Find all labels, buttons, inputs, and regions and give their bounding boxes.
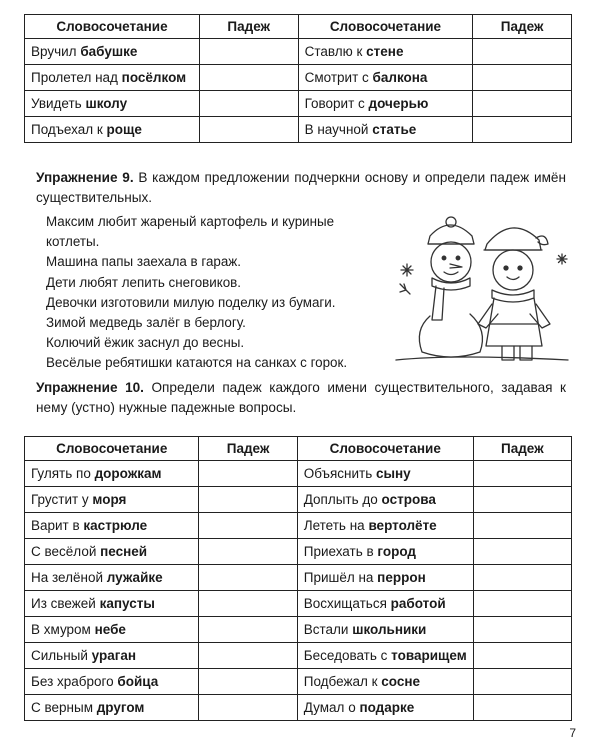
case-answer-cell[interactable] <box>199 461 297 487</box>
phrase-cell <box>297 513 473 539</box>
table-row <box>25 461 572 487</box>
phrase-text: Подъехал к <box>31 122 107 137</box>
sentence-line: Девочки изготовили милую поделку из бумаги. <box>46 294 336 310</box>
case-answer-cell[interactable] <box>199 65 298 91</box>
noun-bold: работой <box>390 596 446 611</box>
table-row <box>25 65 572 91</box>
noun-bold: дочерью <box>368 96 429 111</box>
col-header-case: Падеж <box>199 15 298 39</box>
case-answer-cell[interactable] <box>199 591 297 617</box>
phrase-text: Объяснить <box>303 466 376 481</box>
sentence-line: Зимой медведь залёг в берлогу. <box>46 315 246 331</box>
case-answer-cell[interactable] <box>473 617 571 643</box>
noun-bold: статье <box>372 122 417 137</box>
case-answer-cell[interactable] <box>473 539 571 565</box>
table-row <box>25 591 572 617</box>
table-row <box>25 617 572 643</box>
table-body <box>25 39 572 143</box>
table-row <box>25 91 572 117</box>
phrase-cell <box>25 591 199 617</box>
phrase-cell <box>297 695 473 721</box>
noun-bold: подарке <box>359 700 415 715</box>
case-answer-cell[interactable] <box>473 695 571 721</box>
phrase-cell <box>298 39 473 65</box>
snowflake-icon <box>401 264 413 276</box>
noun-bold: стене <box>366 44 404 59</box>
phrase-text: Пролетел над <box>31 70 122 85</box>
case-answer-cell[interactable] <box>199 39 298 65</box>
phrase-text: Приехать в <box>303 544 378 559</box>
case-answer-cell[interactable] <box>473 669 571 695</box>
noun-bold: товарищем <box>391 648 467 663</box>
phrase-text: Сильный <box>31 648 92 663</box>
exercise-label: Упражнение 9. <box>36 170 134 185</box>
exercise-label: Упражнение 10. <box>36 380 144 395</box>
child <box>478 228 550 360</box>
phrase-text: Говорит с <box>304 96 369 111</box>
case-answer-cell[interactable] <box>199 487 297 513</box>
sentence-line: Дети любят лепить снеговиков. <box>46 274 242 290</box>
table-header-row <box>25 15 572 39</box>
noun-bold: кастрюле <box>83 518 148 533</box>
phrase-cell <box>25 487 199 513</box>
case-answer-cell[interactable] <box>473 643 571 669</box>
col-header-phrase: Словосочетание <box>25 437 199 461</box>
noun-bold: лужайке <box>106 570 163 585</box>
noun-bold: балкона <box>372 70 428 85</box>
sentence-line: Машина папы заехала в гараж. <box>46 254 241 270</box>
col-header-phrase: Словосочетание <box>25 15 200 39</box>
table-row <box>25 487 572 513</box>
phrase-cell <box>25 39 200 65</box>
table-header-row <box>25 437 572 461</box>
table-row <box>25 643 572 669</box>
phrase-cell <box>298 117 473 143</box>
phrase-text: Подбежал к <box>303 674 382 689</box>
table-row <box>25 513 572 539</box>
phrase-cell <box>25 461 199 487</box>
phrase-text: Ставлю к <box>304 44 367 59</box>
case-answer-cell[interactable] <box>473 513 571 539</box>
phrase-text: Без храброго <box>31 674 118 689</box>
phrase-cell <box>25 117 200 143</box>
phrase-cell <box>297 565 473 591</box>
noun-bold: школьники <box>352 622 427 637</box>
noun-bold: дорожкам <box>94 466 162 481</box>
phrase-cell <box>297 591 473 617</box>
noun-bold: острова <box>381 492 436 507</box>
case-answer-cell[interactable] <box>473 91 572 117</box>
phrase-text: Восхищаться <box>303 596 391 611</box>
noun-bold: роще <box>106 122 142 137</box>
col-header-case: Падеж <box>473 15 572 39</box>
exercise-text: В каждом предложении подчеркни основу и определи падеж имён существительных. <box>36 170 566 205</box>
phrase-cell <box>25 695 199 721</box>
col-header-phrase: Словосочетание <box>297 437 473 461</box>
phrase-cell <box>25 65 200 91</box>
table-row <box>25 539 572 565</box>
case-answer-cell[interactable] <box>199 669 297 695</box>
noun-bold: вертолёте <box>368 518 437 533</box>
table-row <box>25 117 572 143</box>
phrase-cell <box>25 565 199 591</box>
phrase-cell <box>25 539 199 565</box>
table-row <box>25 669 572 695</box>
case-answer-cell[interactable] <box>199 695 297 721</box>
snow-ground <box>396 357 568 360</box>
noun-bold: другом <box>96 700 145 715</box>
phrase-text: Из свежей <box>31 596 100 611</box>
phrase-cell <box>297 643 473 669</box>
phrase-text: Варит в <box>31 518 84 533</box>
noun-bold: бабушке <box>80 44 138 59</box>
case-answer-cell[interactable] <box>473 117 572 143</box>
phrase-text: С верным <box>31 700 97 715</box>
col-header-phrase: Словосочетание <box>298 15 473 39</box>
phrase-text: В хмуром <box>31 622 95 637</box>
case-answer-cell[interactable] <box>473 39 572 65</box>
noun-bold: сыну <box>375 466 411 481</box>
phrase-cell <box>298 91 473 117</box>
noun-bold: посёлком <box>121 70 187 85</box>
page-number: 7 <box>569 726 576 740</box>
noun-bold: небе <box>94 622 126 637</box>
phrase-cell <box>25 513 199 539</box>
phrase-text: Смотрит с <box>304 70 373 85</box>
noun-bold: ураган <box>91 648 137 663</box>
sentence-line: Максим любит жареный картофель и куриные <box>46 214 335 229</box>
phrase-cell <box>297 487 473 513</box>
phrase-text: Вручил <box>31 44 81 59</box>
phrase-text: На зелёной <box>31 570 107 585</box>
phrase-cell <box>25 91 200 117</box>
phrase-text: Лететь на <box>303 518 369 533</box>
noun-bold: моря <box>92 492 127 507</box>
phrase-text: Доплыть до <box>303 492 382 507</box>
phrase-text: Гулять по <box>31 466 95 481</box>
noun-bold: сосне <box>381 674 421 689</box>
case-answer-cell[interactable] <box>473 487 571 513</box>
phrase-text: Грустит у <box>31 492 93 507</box>
phrase-cell <box>297 461 473 487</box>
case-answer-cell[interactable] <box>199 117 298 143</box>
phrase-text: Пришёл на <box>303 570 378 585</box>
phrase-text: Встали <box>303 622 353 637</box>
col-header-case: Падеж <box>473 437 571 461</box>
case-answer-cell[interactable] <box>199 617 297 643</box>
phrase-text: Увидеть <box>31 96 86 111</box>
phrase-text: Думал о <box>303 700 360 715</box>
table-row <box>25 565 572 591</box>
case-answer-cell[interactable] <box>199 643 297 669</box>
exercise-text: Определи падеж каждого имени существительного, задавая к нему (устно) нужные падежные вопросы. <box>36 380 566 415</box>
snowflake-icon <box>557 254 567 264</box>
children-with-snowman-icon <box>392 214 572 366</box>
phrase-cell <box>297 669 473 695</box>
sentence-line: Колючий ёжик заснул до весны. <box>46 335 245 351</box>
case-answer-cell[interactable] <box>199 539 297 565</box>
sentence-line: котлеты. <box>46 234 100 250</box>
table-row <box>25 39 572 65</box>
phrase-cell <box>298 65 473 91</box>
table-body <box>25 461 572 721</box>
noun-bold: город <box>377 544 416 559</box>
phrase-text: С весёлой <box>31 544 101 559</box>
phrase-cell <box>25 643 199 669</box>
phrase-cell <box>297 539 473 565</box>
exercise-9-instruction <box>36 168 566 208</box>
phrase-cell <box>297 617 473 643</box>
noun-bold: капусты <box>99 596 155 611</box>
phrase-text: Беседовать с <box>303 648 392 663</box>
snowman <box>400 217 482 357</box>
case-answer-cell[interactable] <box>473 591 571 617</box>
sentence-line: Весёлые ребятишки катаются на санках с горок. <box>46 355 348 371</box>
noun-bold: бойца <box>117 674 159 689</box>
case-answer-cell[interactable] <box>473 65 572 91</box>
exercise-10-instruction <box>36 378 566 418</box>
noun-bold: школу <box>85 96 128 111</box>
noun-bold: перрон <box>377 570 426 585</box>
noun-bold: песней <box>100 544 148 559</box>
table-row <box>25 695 572 721</box>
case-answer-cell[interactable] <box>199 513 297 539</box>
phrase-cell <box>25 669 199 695</box>
case-answer-cell[interactable] <box>199 565 297 591</box>
case-answer-cell[interactable] <box>199 91 298 117</box>
case-table-1 <box>24 14 572 143</box>
case-answer-cell[interactable] <box>473 461 571 487</box>
col-header-case: Падеж <box>199 437 297 461</box>
phrase-text: В научной <box>304 122 373 137</box>
phrase-cell <box>25 617 199 643</box>
case-table-2 <box>24 436 572 721</box>
case-answer-cell[interactable] <box>473 565 571 591</box>
exercise-9-sentences <box>46 212 391 374</box>
